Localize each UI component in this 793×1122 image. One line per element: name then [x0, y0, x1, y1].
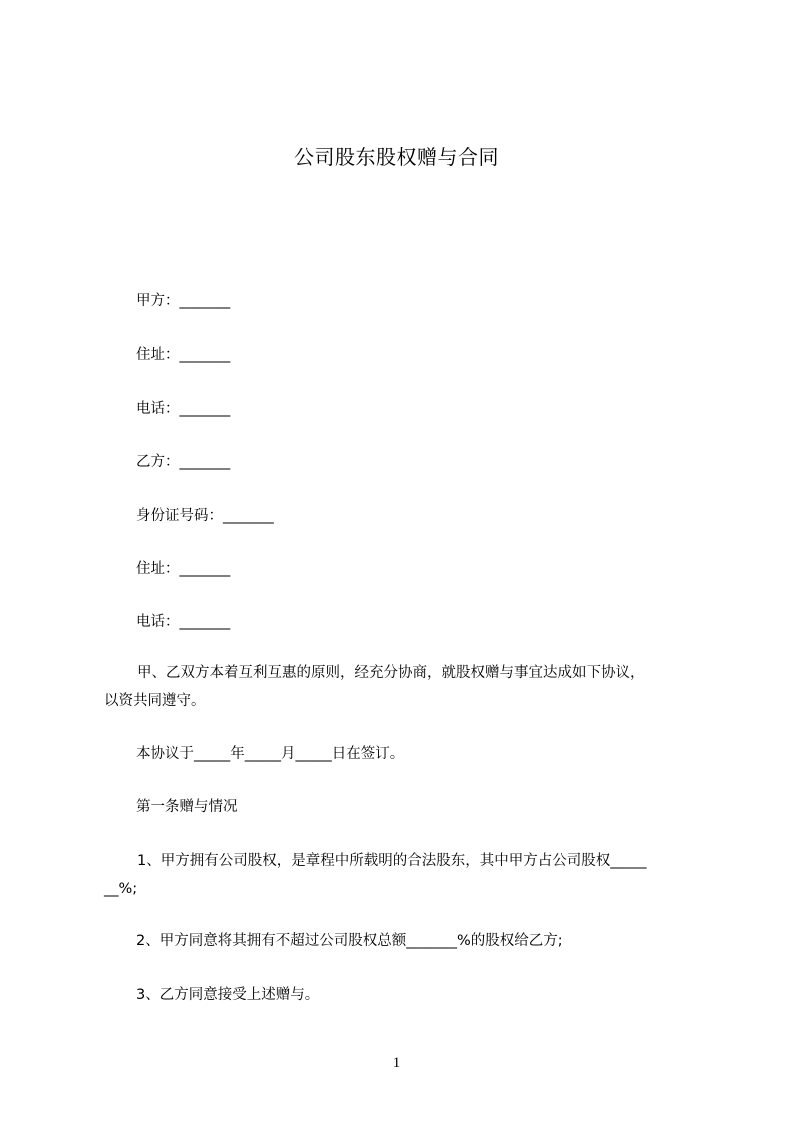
party-b-field: 乙方：_______ [136, 454, 231, 470]
preamble-line-2: 以资共同遵守。 [104, 693, 206, 709]
party-a-address-field: 住址：_______ [136, 347, 231, 363]
page-number: 1 [392, 1055, 401, 1071]
clause-1-paragraph [104, 847, 704, 903]
article-1-heading: 第一条赠与情况 [136, 799, 238, 815]
preamble-paragraph [104, 659, 704, 715]
party-b-id-field: 身份证号码：_______ [136, 508, 274, 524]
party-b-phone-field: 电话：_______ [136, 614, 231, 630]
preamble-line-1: 甲、乙双方本着互利互惠的原则，经充分协商，就股权赠与事宜达成如下协议， [137, 665, 645, 681]
signing-date-line: 本协议于_____年_____月_____日在签订。 [136, 746, 405, 762]
clause-3: 3、乙方同意接受上述赠与。 [136, 987, 320, 1003]
clause-1-line-1: 1、甲方拥有公司股权，是章程中所载明的合法股东，其中甲方占公司股权_____ [137, 853, 647, 869]
clause-2: 2、甲方同意将其拥有不超过公司股权总额_______%的股权给乙方; [136, 933, 563, 949]
party-b-address-field: 住址：_______ [136, 561, 231, 577]
document-title: 公司股东股权赠与合同 [294, 145, 499, 169]
party-a-field: 甲方：_______ [136, 293, 231, 309]
clause-1-line-2: __%; [104, 881, 138, 897]
party-a-phone-field: 电话：_______ [136, 401, 231, 417]
